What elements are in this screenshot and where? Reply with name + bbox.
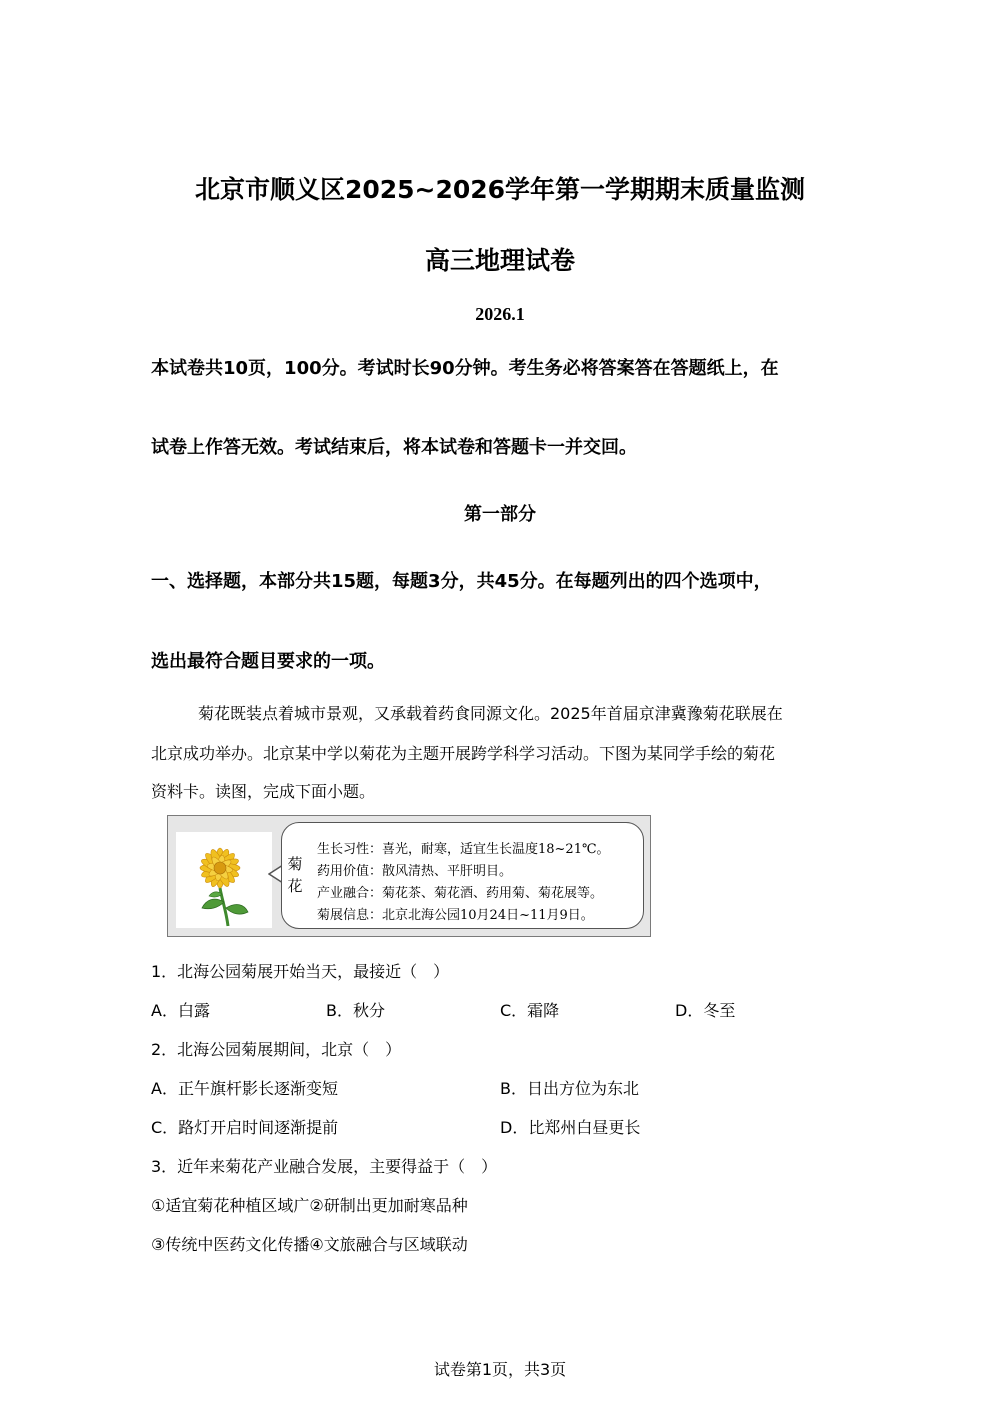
passage-line-1: 菊花既装点着城市景观，又承载着药食同源文化。2025年首届京津冀豫菊花联展在 [198, 704, 783, 723]
question-2-stem: 2．北海公园菊展期间，北京（ ） [151, 1040, 402, 1059]
instructions-line-2: 试卷上作答无效。考试结束后，将本试卷和答题卡一并交回。 [151, 437, 637, 458]
instructions-line-1: 本试卷共10页，100分。考试时长90分钟。考生务必将答案答在答题纸上，在 [151, 358, 779, 379]
chrysanthemum-icon [176, 832, 272, 928]
question-2-option-b: B．日出方位为东北 [500, 1079, 639, 1098]
question-1-option-a: A．白露 [151, 1001, 210, 1020]
info-industry-fusion: 产业融合：菊花茶、菊花酒、药用菊、菊花展等。 [317, 886, 604, 901]
question-1-stem: 1．北海公园菊展开始当天，最接近（ ） [151, 962, 450, 981]
exam-date: 2026.1 [475, 304, 525, 324]
question-1-option-b: B．秋分 [326, 1001, 385, 1020]
part-title: 第一部分 [464, 504, 536, 525]
section-heading-line-2: 选出最符合题目要求的一项。 [151, 651, 385, 672]
question-2-option-a: A．正午旗杆影长逐渐变短 [151, 1079, 338, 1098]
question-2-option-c: C．路灯开启时间逐渐提前 [151, 1118, 339, 1137]
question-1-option-c: C．霜降 [500, 1001, 560, 1020]
passage-line-3: 资料卡。读图，完成下面小题。 [151, 782, 376, 801]
side-label [286, 853, 304, 897]
side-label-char-1: 菊 [287, 855, 303, 873]
question-1-option-d: D．冬至 [675, 1001, 736, 1020]
info-exhibition: 菊展信息：北京北海公园10月24日~11月9日。 [317, 908, 594, 923]
question-3-line-1: ①适宜菊花种植区域广②研制出更加耐寒品种 [151, 1196, 468, 1215]
question-2-option-d: D．比郑州白昼更长 [500, 1118, 641, 1137]
passage-line-2: 北京成功举办。北京某中学以菊花为主题开展跨学科学习活动。下图为某同学手绘的菊花 [151, 744, 776, 763]
exam-subtitle: 高三地理试卷 [424, 246, 575, 275]
chrysanthemum-illustration [176, 832, 272, 928]
side-label-char-2: 花 [287, 877, 303, 895]
question-3-line-2: ③传统中医药文化传播④文旅融合与区域联动 [151, 1235, 468, 1254]
exam-title: 北京市顺义区2025~2026学年第一学期期末质量监测 [194, 175, 806, 204]
question-3-stem: 3．近年来菊花产业融合发展，主要得益于（ ） [151, 1157, 498, 1176]
info-growth-habit: 生长习性：喜光，耐寒，适宜生长温度18~21℃。 [317, 842, 610, 857]
chrysanthemum-info-card [167, 815, 651, 937]
info-medicinal-value: 药用价值：散风清热、平肝明目。 [317, 864, 513, 879]
page-footer: 试卷第1页，共3页 [433, 1360, 567, 1379]
section-heading-line-1: 一、选择题，本部分共15题，每题3分，共45分。在每题列出的四个选项中， [151, 571, 772, 592]
